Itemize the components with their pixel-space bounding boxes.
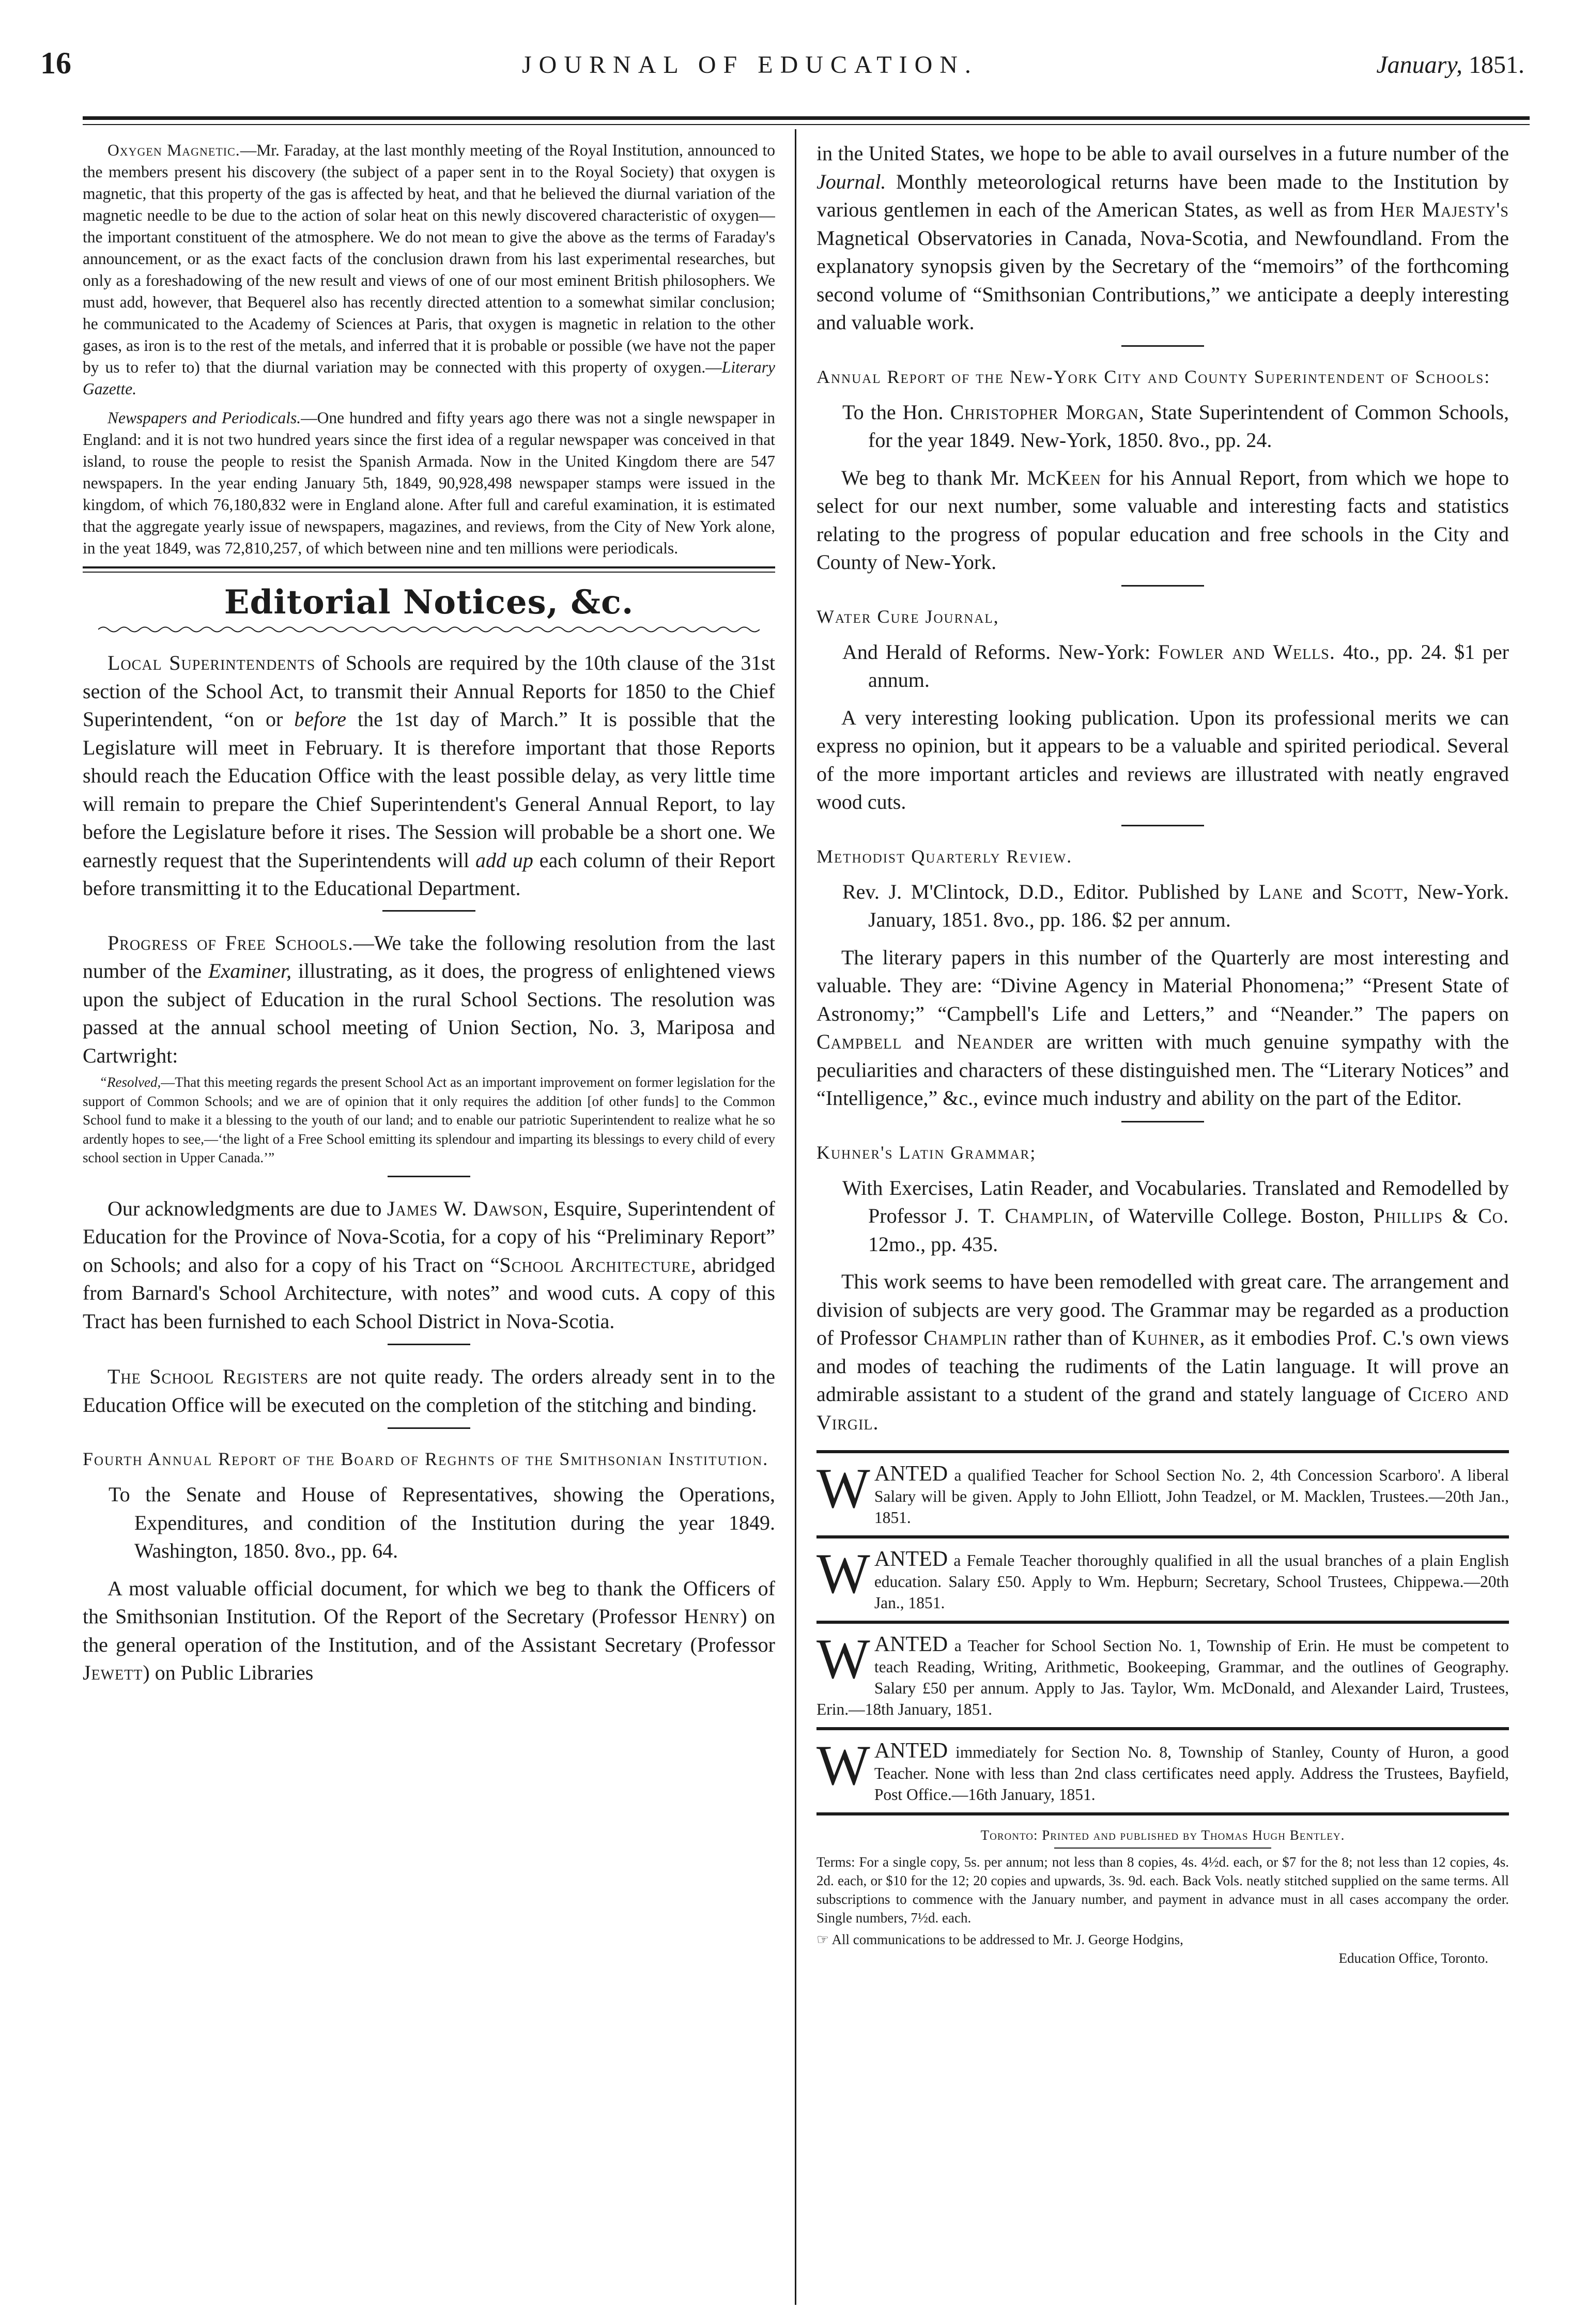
ny-title-b: , State Superintendent of Common Schools, for the year 1849. New-York, 1850. 8vo., pp. 24. [868, 400, 1509, 452]
ack-text-c: , abridged from Barnard's School Architecture, with notes” and wood cuts. A copy of this Tract has been furnished to each School District in Nova-Scotia. [83, 1253, 775, 1333]
advert-text: a Teacher for School Section No. 1, Township of Erin. He must be competent to teach Reading, Writing, Arithmetic, Bookeeping, Grammar, and the outlines of Geography. Salary £50 per annum. Apply to Jas. Taylor, Wm. McDonald, and Alexander Laird, Trustees, Erin.—18th January, 1851. [816, 1637, 1509, 1718]
imprint-office: Education Office, Toronto. [1338, 1950, 1488, 1966]
advert-rule [816, 1812, 1509, 1815]
resolution-quote [83, 1073, 775, 1167]
water-cure-heading: Water Cure Journal, [816, 606, 999, 627]
newspapers-lead: Newspapers and Periodicals. [107, 409, 301, 427]
notice-free-schools [83, 929, 775, 1070]
ku-champlin: J. T. Champlin [955, 1204, 1089, 1227]
advert-3 [816, 1627, 1509, 1720]
meth-lane: Lane [1258, 880, 1303, 903]
advert-4 [816, 1734, 1509, 1805]
meth-title-a: Rev. J. M'Clintock, D.D., Editor. Published by [842, 880, 1259, 903]
imprint [816, 1826, 1509, 1967]
progress-text-b: illustrating, as it does, the progress of enlightened views upon the subject of Education in the rural School Sections. The resolution was passed at the annual school meeting of Union Section, No. 3, Mariposa and Cartwright: [83, 959, 775, 1067]
advert-first-word: ANTED [874, 1633, 948, 1656]
ack-text-b: , Esquire, Superintendent of Education for the Province of Nova-Scotia, for a copy of his “Preliminary Report” on Schools; and also for a copy of his Tract on “ [83, 1196, 775, 1276]
ku-text-d: . [873, 1410, 879, 1434]
section-title: Editorial Notices, &c. [224, 583, 634, 622]
ny-morgan: Christopher Morgan [950, 400, 1139, 424]
smith-henry: Henry [684, 1605, 741, 1628]
water-cure-title [816, 638, 1509, 695]
ny-mckeen: McKeen [1027, 466, 1101, 489]
smithsonian-title: To the Senate and House of Representatives, showing the Operations, Expenditures, and condition of the Institution during the year 1849. Washington, 1850. 8vo., pp. 64. [109, 1483, 775, 1562]
wc-title-b: 4to., pp. 24. $1 per annum. [868, 640, 1509, 691]
advert-1 [816, 1457, 1509, 1528]
wavy-ornament [98, 624, 760, 635]
cont-majesty: Her Majesty's [1380, 198, 1509, 221]
ku-champlin2: Champlin [923, 1326, 1008, 1349]
progress-text-a: —We take the following resolution from the last number of the [83, 931, 775, 982]
separator [1054, 1848, 1271, 1849]
journal-title: JOURNAL OF EDUCATION. [522, 51, 978, 79]
advert-drop-cap: W [816, 1457, 870, 1520]
cont-text-a: in the United States, we hope to be able to avail ourselves in a future number of the [816, 142, 1509, 165]
smithsonian-review [83, 1575, 775, 1687]
meth-neander: Neander [957, 1030, 1035, 1053]
cont-text-b: Monthly meteorological returns have been made to the Institution by various gentlemen in each of the American States, as well as from [816, 170, 1509, 221]
ku-title-b: , of Waterville College. Boston, [1088, 1204, 1374, 1227]
local-text-a: of Schools are required by the 10th clause of the 31st section of the School Act, to transmit their Annual Reports for 1850 to the Chief Superintendent, “on or [83, 651, 775, 731]
header-rule [83, 116, 1530, 120]
smith-text-c: ) on Public Libraries [143, 1661, 314, 1684]
newyork-review [816, 464, 1509, 577]
cont-journal: Journal. [816, 170, 886, 193]
ku-title-c: 12mo., pp. 435. [868, 1232, 998, 1256]
ack-architecture: School Architecture [499, 1253, 691, 1276]
advert-text: a Female Teacher thoroughly qualified in all the usual branches of a plain English education. Salary £50. Apply to Wm. Hepburn; Secretary, School Trustees, Chippewa.—20th Jan., 1851. [874, 1551, 1509, 1612]
advert-rule [816, 1621, 1509, 1624]
local-before: before [294, 707, 346, 731]
left-column [83, 140, 775, 2300]
notice-registers [83, 1363, 775, 1419]
quote-lead: “Resolved, [99, 1074, 161, 1090]
address-text: All communications to be addressed to Mr. J. George Hodgins, [829, 1932, 1183, 1947]
meth-campbell: Campbell [816, 1030, 902, 1053]
advert-rule [816, 1727, 1509, 1730]
ku-text-a: This work seems to have been remodelled with great care. The arrangement and division of subjects are very good. The Grammar may be regarded as a production of Professor [816, 1270, 1509, 1349]
column-divider [795, 129, 796, 2305]
oxygen-lead: Oxygen Magnetic. [107, 141, 240, 159]
ack-text-a: Our acknowledgments are due to [107, 1196, 387, 1220]
smith-text-b: ) on the general operation of the Institution, and of the Assistant Secretary (Professor [83, 1605, 775, 1656]
registers-lead: The School Registers [107, 1365, 309, 1388]
quote-text: —That this meeting regards the present School Act as an important improvement on former legislation for the support of Common Schools; and we are of opinion that it only requires the addition [of other funds] to the Common School fund to make it a blessing to the youth of our land; and to enable our patriotic Superintendent to realize what he so ardently hopes to see,—‘the light of a Free School emitting its splendour and imparting its blessings to every child of every school section in Upper Canada.’” [83, 1074, 775, 1165]
advert-text: a qualified Teacher for School Section No. 2, 4th Concession Scarboro'. A liberal Salary will be given. Apply to John Elliott, John Teadzel, or M. Macklen, Trustees.—20th Jan., 1851. [874, 1466, 1509, 1527]
wc-publisher: Fowler and Wells. [1158, 640, 1335, 664]
advert-rule [816, 1450, 1509, 1453]
imprint-terms: Terms: For a single copy, 5s. per annum; not less than 8 copies, 4s. 4½d. each, or $7 for the 8; not less than 12 copies, 4s. 2d. each, or $10 for the 12; 20 copies and upwards, 3s. 9d. each. Back Vols. neatly stitched supplied on the same terms. All subscriptions to commence with the January number, and payment in advance must in all cases accompany the order. Single numbers, 7½d. each. [816, 1854, 1509, 1926]
ku-title-a: With Exercises, Latin Reader, and Vocabularies. Translated and Remodelled by Professor [842, 1176, 1509, 1227]
progress-examiner: Examiner, [208, 959, 292, 982]
advert-drop-cap: W [816, 1627, 870, 1690]
ku-kuhner: Kuhner [1132, 1326, 1200, 1349]
ny-text-b: for his Annual Report, from which we hope to select for our next number, some valuable and interesting facts and statistics relating to the progress of popular education and free schools in the City and County of New-York. [816, 466, 1509, 574]
advert-text: immediately for Section No. 8, Township of Stanley, County of Huron, a good Teacher. None with less than 2nd class certificates need apply. Address the Trustees, Bayfield, Post Office.—16th January, 1851. [874, 1743, 1509, 1804]
methodist-heading: Methodist Quarterly Review. [816, 845, 1073, 867]
newyork-heading: Annual Report of the New-York City and County Superintendent of Schools: [816, 366, 1491, 387]
newyork-title [816, 398, 1509, 455]
local-lead: Local Superintendents [107, 651, 316, 674]
newspapers-text: —One hundred and fifty years ago there was not a single newspaper in England: and it is not two hundred years since the first idea of a regular newspaper was conceived in that island, to rouse the people to resist the Spanish Armada. Now in the United Kingdom there are 547 newspapers. In the year ending January 5th, 1849, 90,928,498 newspaper stamps were issued in the kingdom, of which 76,180,832 were in England alone. After full and careful examination, it is estimated that the aggregate yearly issue of newspapers, magazines, and reviews, from the City of New York alone, in the yeat 1849, was 72,810,257, of which between nine and ten millions were periodicals. [83, 409, 775, 557]
ny-title-a: To the Hon. [842, 400, 950, 424]
imprint-address [816, 1930, 1509, 1949]
smithsonian-heading: Fourth Annual Report of the Board of Reghnts of the Smithsonian Institution. [83, 1449, 769, 1469]
advert-drop-cap: W [816, 1734, 870, 1797]
issue-date [1376, 51, 1524, 79]
issue-year: 1851. [1469, 51, 1524, 79]
meth-title-b: , New-York. January, 1851. 8vo., pp. 186. $2 per annum. [868, 880, 1509, 931]
article-oxygen [83, 140, 775, 400]
meth-text-b: are written with much genuine sympathy with the peculiarities and characters of these distinguished men. The “Literary Notices” and “Intelligence,” &c., evince much industry and ability on the part of the Editor. [816, 1030, 1509, 1110]
methodist-title [816, 878, 1509, 934]
local-text-c: each column of their Report before transmitting it to the Educational Department. [83, 848, 775, 900]
meth-title-and: and [1303, 880, 1351, 903]
progress-lead: Progress of Free Schools. [107, 931, 353, 955]
advert-first-word: ANTED [874, 1547, 948, 1571]
header-rule-thin [83, 124, 1530, 125]
methodist-review [816, 944, 1509, 1113]
ku-phillips: Phillips & Co. [1373, 1204, 1509, 1227]
meth-text-and: and [902, 1030, 957, 1053]
wc-title-a: And Herald of Reforms. New-York: [842, 640, 1158, 664]
ku-cicero: Cicero and Virgil [816, 1382, 1509, 1434]
page-number: 16 [40, 46, 71, 80]
right-column [816, 140, 1509, 2300]
oxygen-source: Literary Gazette. [83, 358, 775, 398]
kuhner-review [816, 1268, 1509, 1437]
kuhner-heading: Kuhner's Latin Grammar; [816, 1142, 1037, 1163]
notice-acknowledgments [83, 1195, 775, 1336]
advert-drop-cap: W [816, 1542, 870, 1605]
notice-local-superintendents [83, 649, 775, 903]
ku-text-c: , as it embodies Prof. C.'s own views and modes of teaching the rudiments of the Latin language. It will prove an admirable assistant to a student of the grand and stately language of [816, 1326, 1509, 1406]
oxygen-text: —Mr. Faraday, at the last monthly meeting of the Royal Institution, announced to the members present his discovery (the subject of a paper sent in to the Royal Society) that oxygen is magnetic, that this property of the gas is affected by heat, and that he believed the diurnal variation of the magnetic needle to be due to the action of solar heat on this newly discovered characteristic of oxygen—the important constituent of the atmosphere. We do not mean to give the above as the terms of Faraday's announcement, or as the exact facts of the conclusion drawn from his last experimental researches, but only as a foreshadowing of the new result and views of one of our most eminent British philosophers. We must add, however, that Bequerel also has recently directed attention to a somewhat similar conclusion; he communicated to the Academy of Sciences at Paris, that oxygen is magnetic in relation to the other gases, as iron is to the rest of the metals, and inferred that it is probable or possible (we have not the paper by us to refer to) that the diurnal variation may be connected with this property of oxygen.— [83, 141, 775, 376]
advert-first-word: ANTED [874, 1739, 948, 1763]
article-newspapers [83, 407, 775, 559]
advert-rule [816, 1535, 1509, 1538]
ack-dawson: James W. Dawson [387, 1196, 543, 1220]
advert-first-word: ANTED [874, 1462, 948, 1486]
issue-month: January, [1376, 51, 1462, 79]
ny-text-a: We beg to thank Mr. [841, 466, 1027, 489]
advert-2 [816, 1542, 1509, 1613]
smithsonian-continued [816, 140, 1509, 337]
kuhner-title [816, 1174, 1509, 1259]
cont-text-c: Magnetical Observatories in Canada, Nova-Scotia, and Newfoundland. From the explanatory synopsis given by the Secretary of the “memoirs” of the forthcoming second volume of “Smithsonian Contributions,” we anticipate a deeply interesting and valuable work. [816, 226, 1509, 334]
meth-scott: Scott [1351, 880, 1404, 903]
smith-text-a: A most valuable official document, for which we beg to thank the Officers of the Smithsonian Institution. Of the Report of the Secretary (Professor [83, 1576, 775, 1628]
section-double-rule [83, 566, 775, 573]
local-add-up: add up [475, 848, 533, 872]
imprint-printer: Toronto: Printed and published by Thomas Hugh Bentley. [980, 1827, 1345, 1843]
local-text-b: the 1st day of March.” It is possible that the Legislature will meet in February. It is therefore important that those Reports should reach the Education Office with the least possible delay, as very little time will remain to prepare the Chief Superintendent's General Annual Report, to lay before the Legislature before it rises. The Session will probable be a short one. We earnestly request that the Superintendents will [83, 707, 775, 872]
ku-text-b: rather than of [1007, 1326, 1132, 1349]
water-cure-review: A very interesting looking publication. Upon its professional merits we can express no opinion, but it appears to be a valuable and spirited periodical. Several of the more important articles and reviews are illustrated with neatly engraved wood cuts. [816, 705, 1509, 813]
meth-text-a: The literary papers in this number of the Quarterly are most interesting and valuable. They are: “Divine Agency in Material Phonomena;” “Present State of Astronomy;” “Campbell's Life and Letters,” and “Neander.” The papers on [816, 945, 1509, 1025]
smith-jewett: Jewett [83, 1661, 143, 1684]
pointing-hand-icon: ☞ [816, 1932, 829, 1947]
registers-text: are not quite ready. The orders already sent in to the Education Office will be executed on the completion of the stitching and binding. [83, 1365, 775, 1417]
